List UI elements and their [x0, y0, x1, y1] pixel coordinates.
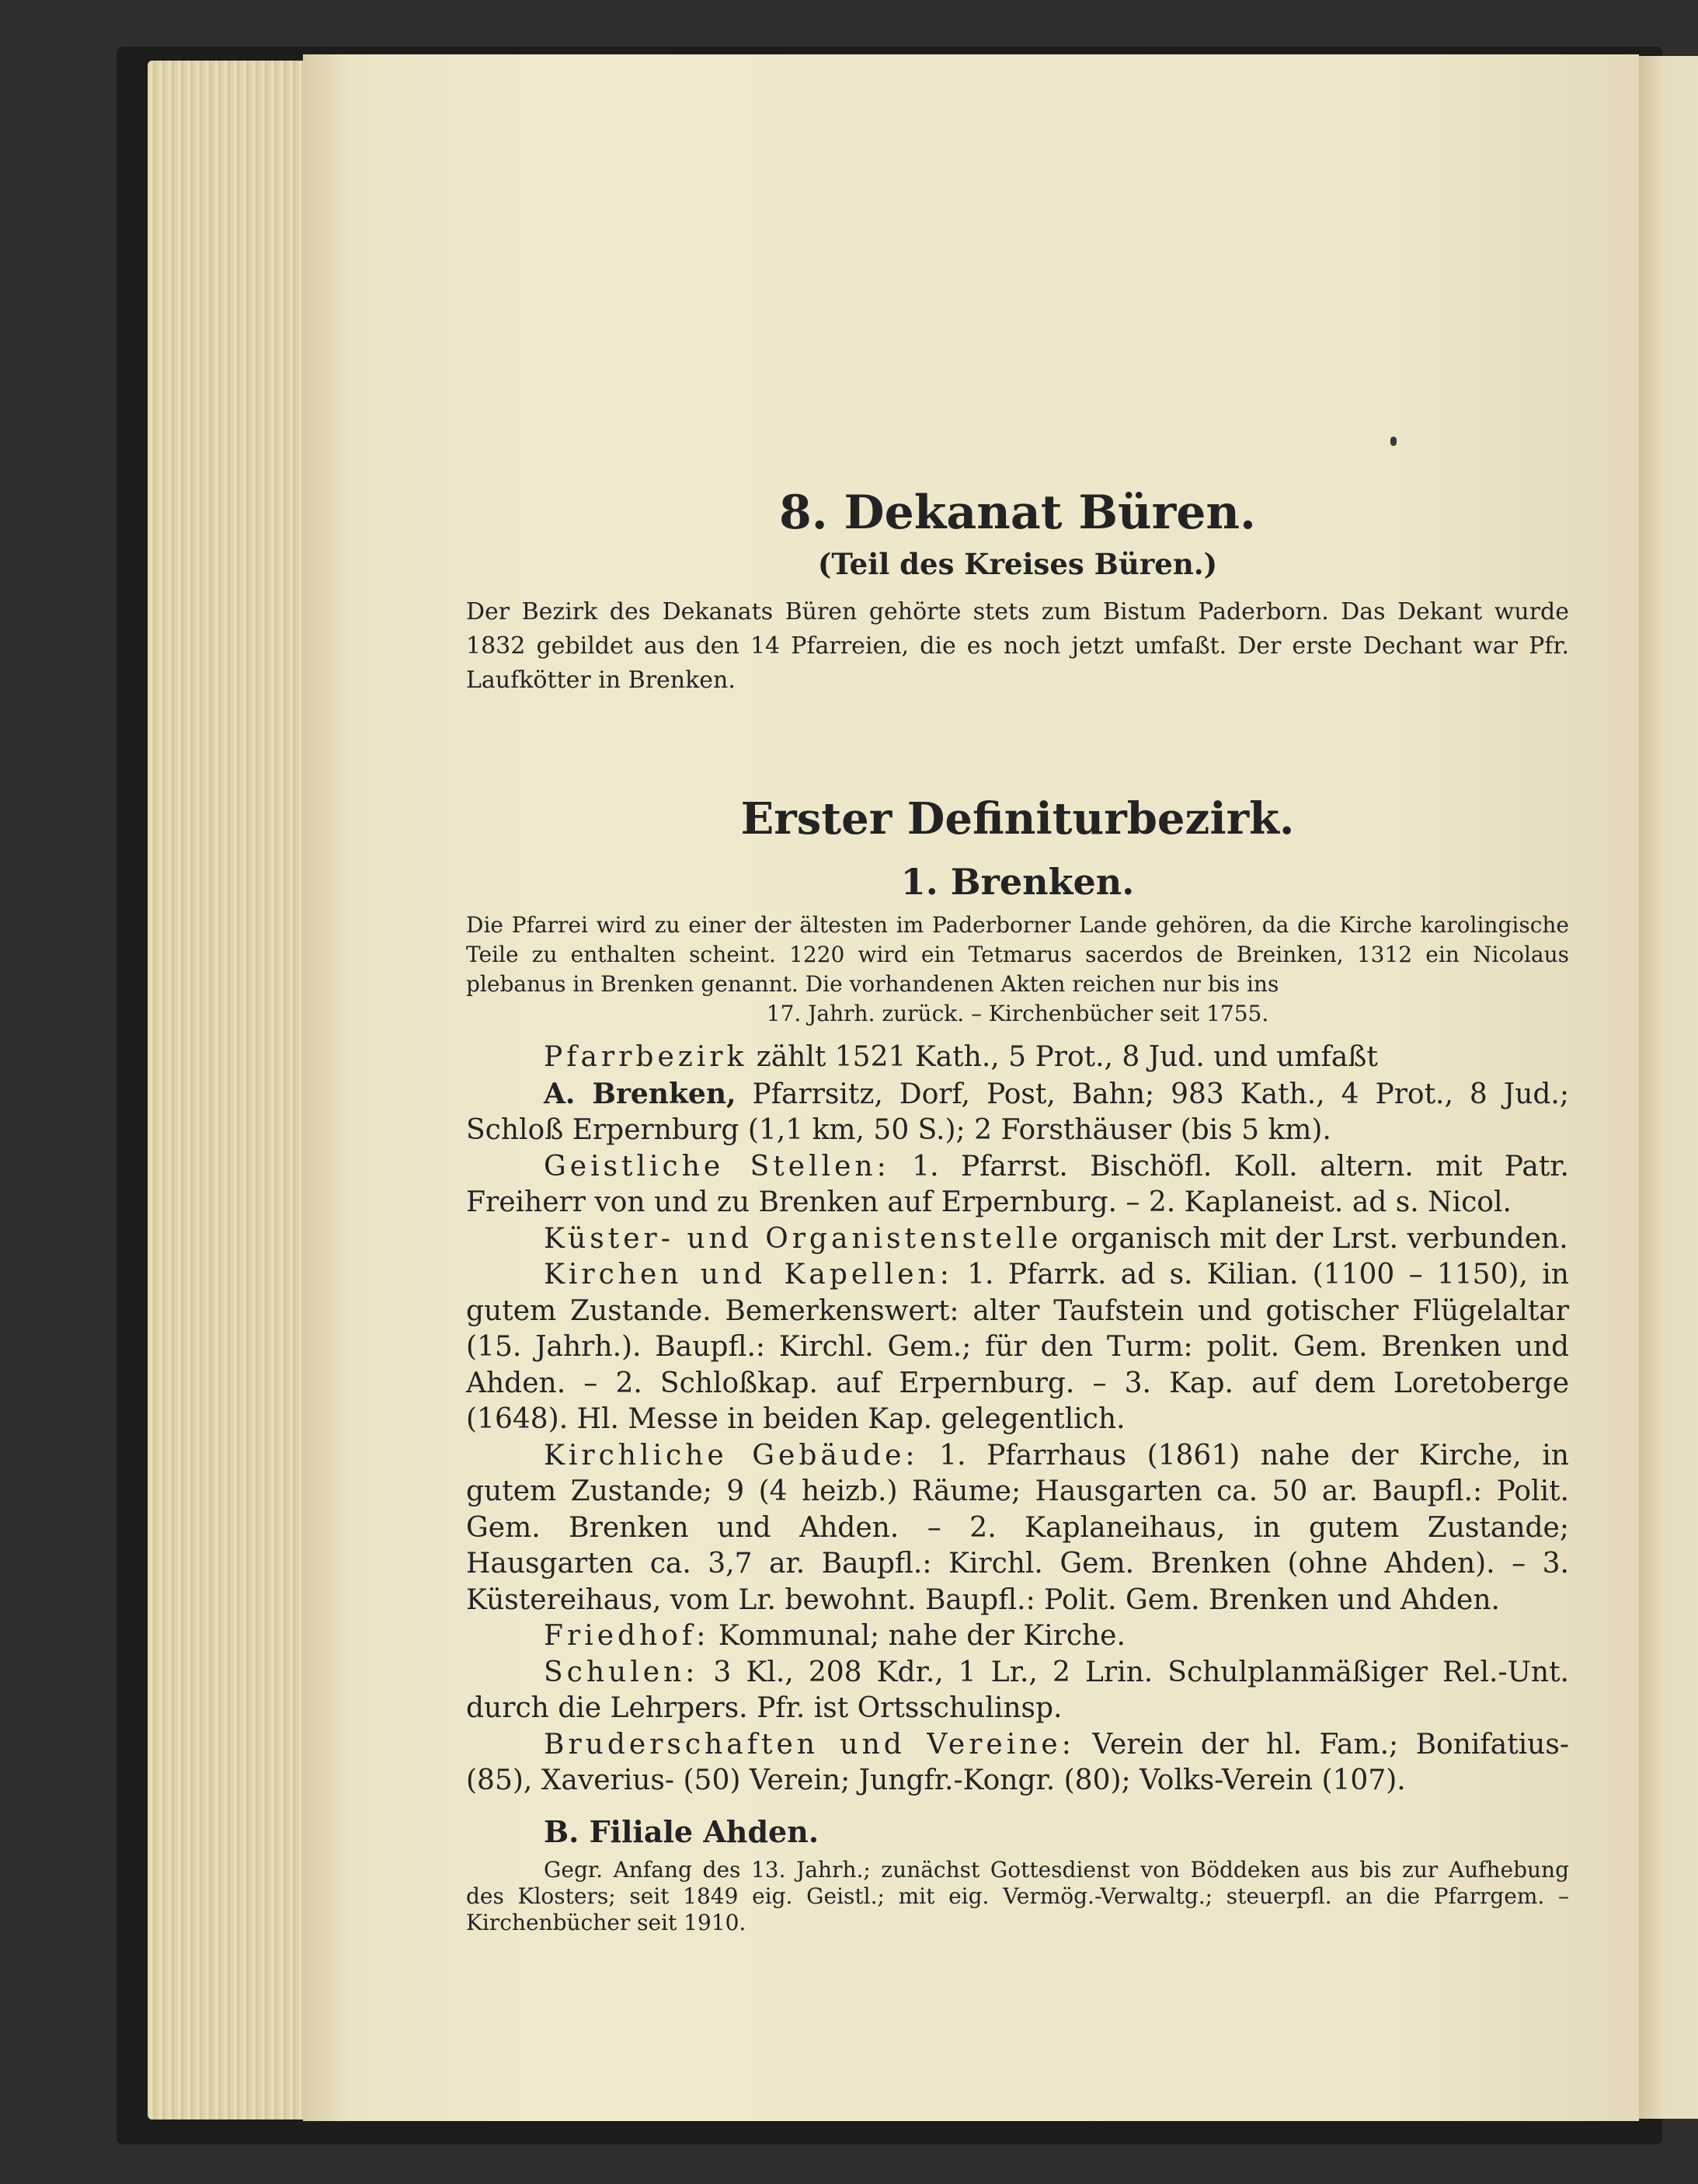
friedhof-label: Friedhof: — [544, 1620, 710, 1652]
parish-title: 1. Brenken. — [900, 861, 1135, 903]
schulen-text: 3 Kl., 208 Kdr., 1 Lr., 2 Lrin. Schulplanmäßiger Rel.-Unt. durch die Lehrpers. Pfr. ist Ortsschulinsp. — [466, 1656, 1569, 1724]
parish-history-note — [466, 911, 1569, 1029]
kirchen-text: 1. Pfarrk. ad s. Kilian. (1100 – 1150), in gutem Zustande. Bemerkenswert: alter Taufstein und gotischer Flügelaltar (15. Jahrh.). Baupfl.: Kirchl. Gem.; für den Turm: polit. Gem. Brenken und Ahden. – 2. Schloßkap. auf Erpernburg. – 3. Kap. auf dem Loretoberge (1648). Hl. Messe in beiden Kap. gelegentlich. — [466, 1259, 1569, 1435]
pfarrbezirk-label: Pfarrbezirk — [544, 1041, 748, 1073]
gebaeude-paragraph — [466, 1438, 1569, 1619]
facing-page-edge — [1639, 56, 1698, 2119]
brenken-text: Pfarrsitz, Dorf, Post, Bahn; 983 Kath., 4 Prot., 8 Jud.; Schloß Erpernburg (1,1 km, 50 S.); 2 Forsthäuser (bis 5 km). — [466, 1078, 1569, 1146]
page-speck — [1390, 437, 1397, 446]
filiale-ahden-title: B. Filiale Ahden. — [544, 1813, 819, 1849]
bruderschaften-text: Verein der hl. Fam.; Bonifatius- (85), Xaverius- (50) Verein; Jungfr.-Kongr. (80); Volks-Verein (107). — [466, 1728, 1569, 1796]
parish-details — [466, 1040, 1569, 1799]
page-edges — [148, 61, 311, 2120]
dekanat-title: 8. Dekanat Büren. — [779, 486, 1256, 540]
friedhof-paragraph — [466, 1618, 1569, 1655]
kirchen-paragraph — [466, 1257, 1569, 1438]
dekanat-intro: Der Bezirk des Dekanats Büren gehörte stets zum Bistum Paderborn. Das Dekant wurde 1832 gebildet aus den 14 Pfarreien, die es noch jetzt umfaßt. Der erste Dechant war Pfr. Laufkötter in Brenken. — [466, 598, 1569, 694]
geistliche-stellen-paragraph — [466, 1149, 1569, 1221]
gebaeude-label: Kirchliche Gebäude: — [544, 1439, 919, 1472]
kuester-paragraph — [466, 1221, 1569, 1258]
filiale-ahden-text: Gegr. Anfang des 13. Jahrh.; zunächst Gottesdienst von Böddeken aus bis zur Aufhebung des Klosters; seit 1849 eig. Geistl.; mit eig. Vermög.-Verwaltg.; steuerpfl. an die Pfarrgem. – Kirchenbücher seit 1910. — [466, 1856, 1569, 1935]
kirchen-label: Kirchen und Kapellen: — [544, 1259, 953, 1291]
pfarrbezirk-paragraph — [466, 1040, 1569, 1076]
dekanat-heading-block — [466, 482, 1569, 584]
dekanat-subtitle: (Teil des Kreises Büren.) — [817, 547, 1218, 581]
brenken-label: A. Brenken, — [544, 1077, 736, 1110]
schulen-paragraph — [466, 1655, 1569, 1727]
kuester-label: Küster- und Organistenstelle — [544, 1222, 1063, 1255]
kuester-text: organisch mit der Lrst. verbunden. — [1062, 1222, 1568, 1255]
geistliche-stellen-label: Geistliche Stellen: — [544, 1150, 890, 1183]
bruderschaften-paragraph — [466, 1727, 1569, 1799]
parish-history-last-line: 17. Jahrh. zurück. – Kirchenbücher seit 1755. — [766, 1001, 1269, 1026]
friedhof-text: Kommunal; nahe der Kirche. — [709, 1620, 1126, 1652]
geistliche-stellen-text: 1. Pfarrst. Bischöfl. Koll. altern. mit Patr. Freiherr von und zu Brenken auf Erpernburg. – 2. Kaplaneist. ad s. Nicol. — [466, 1150, 1569, 1218]
brenken-paragraph — [466, 1076, 1569, 1149]
section-title: Erster Definiturbezirk. — [740, 793, 1295, 845]
bruderschaften-label: Bruderschaften und Vereine: — [544, 1728, 1075, 1761]
parish-history-main: Die Pfarrei wird zu einer der ältesten im Paderborner Lande gehören, da die Kirche karolingische Teile zu enthalten scheint. 1220 wird ein Tetmarus sacerdos de Breinken, 1312 ein Nicolaus plebanus in Brenken genannt. Die vorhandenen Akten reichen nur bis ins — [466, 912, 1569, 997]
pfarrbezirk-text: zählt 1521 Kath., 5 Prot., 8 Jud. und umfaßt — [747, 1041, 1378, 1073]
schulen-label: Schulen: — [544, 1656, 699, 1688]
gebaeude-text: 1. Pfarrhaus (1861) nahe der Kirche, in gutem Zustande; 9 (4 heizb.) Räume; Hausgarten ca. 50 ar. Baupfl.: Polit. Gem. Brenken und Ahden. – 2. Kaplaneihaus, in gutem Zustande; Hausgarten ca. 3,7 ar. Baupfl.: Kirchl. Gem. Brenken (ohne Ahden). – 3. Küstereihaus, vom Lr. bewohnt. Baupfl.: Polit. Gem. Brenken und Ahden. — [466, 1439, 1569, 1616]
page-content — [466, 482, 1569, 1936]
